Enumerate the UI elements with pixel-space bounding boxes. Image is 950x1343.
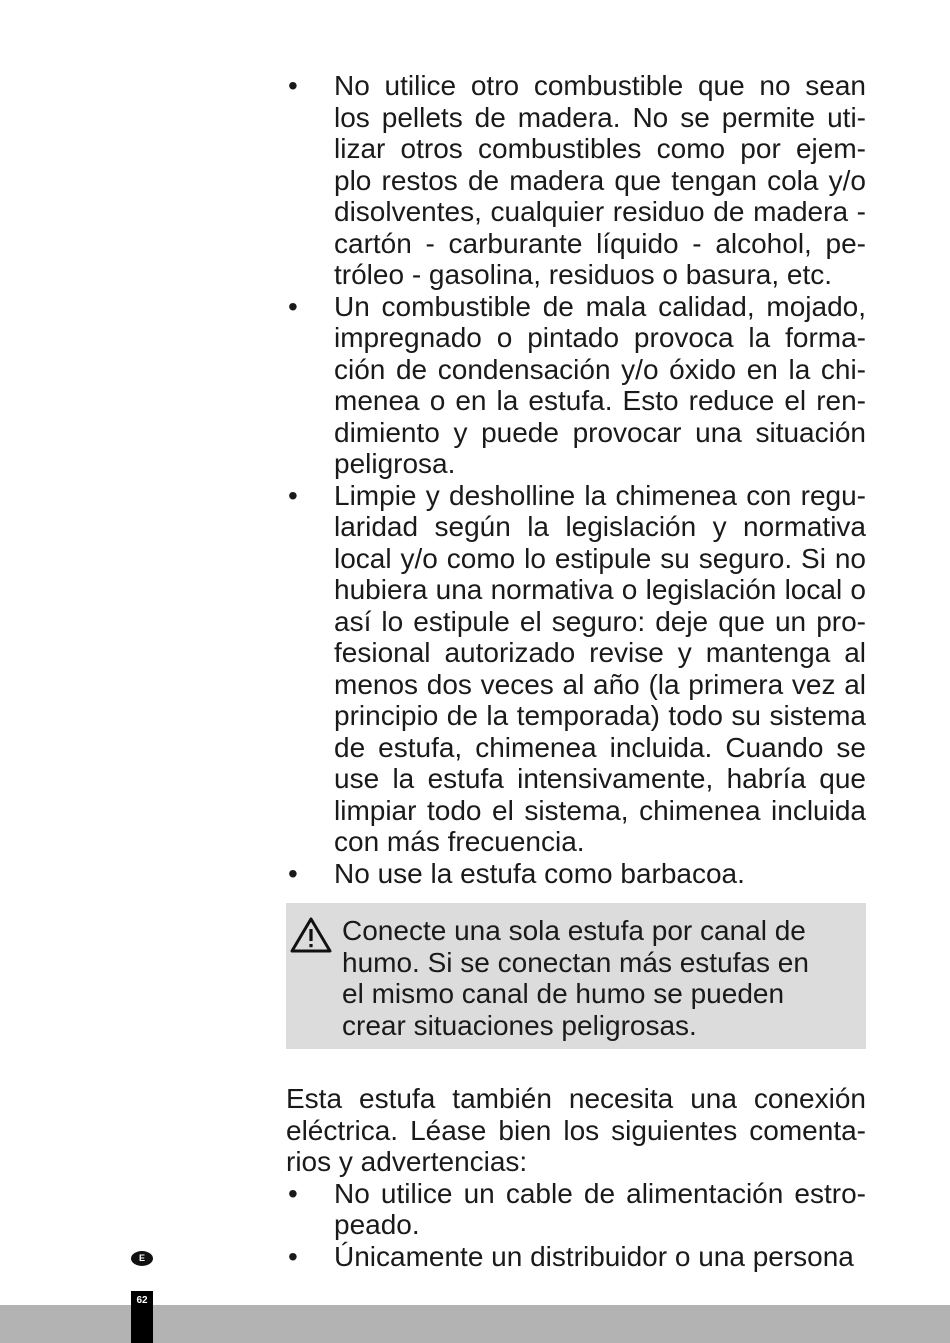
list-item: • No utilice un cable de alimentación estro-peado. xyxy=(286,1178,866,1241)
list-item: • No use la estufa como barbacoa. xyxy=(286,858,866,890)
electric-safety-list xyxy=(286,1178,866,1273)
language-badge: E xyxy=(131,1251,153,1266)
list-item: • No utilice otro combustible que no sean los pellets de madera. No se permite uti-lizar otros combustibles como por ejem-plo restos de madera que tengan cola y/o disolventes, cualquier residuo de madera - cartón - carburante líquido - alcohol, pe-tróleo - gasolina, residuos o basura, etc. xyxy=(286,70,866,291)
warning-text: Conecte una sola estufa por canal de humo. Si se conectan más estufas en el mismo canal de humo se pueden crear situaciones peligrosas. xyxy=(342,915,809,1041)
list-item: • Limpie y desholline la chimenea con regu-laridad según la legislación y normativa local y/o como lo estipule su seguro. Si no hubiera una normativa o legislación local o así lo estipule el seguro: deje que un pro-fesional autorizado revise y mantenga al menos dos veces al año (la primera vez al principio de la temporada) todo su sistema de estufa, chimenea incluida. Cuando se use la estufa intensivamente, habría que limpiar todo el sistema, chimenea incluida con más frecuencia. xyxy=(286,480,866,858)
page-number: 62 xyxy=(136,1295,148,1306)
list-item: • Únicamente un distribuidor o una persona xyxy=(286,1241,866,1273)
electric-connection-intro: Esta estufa también necesita una conexión eléctrica. Léase bien los siguientes comenta-rios y advertencias: xyxy=(286,1083,866,1177)
warning-triangle-icon xyxy=(290,917,332,953)
page-tab xyxy=(131,1291,153,1343)
list-item: • Un combustible de mala calidad, mojado, impregnado o pintado provoca la forma-ción de condensación y/o óxido en la chi-menea o en la estufa. Esto reduce el ren-dimiento y puede provocar una situación peligrosa. xyxy=(286,291,866,480)
main-text-column xyxy=(286,70,866,1272)
warning-box xyxy=(286,903,866,1049)
fuel-safety-list xyxy=(286,70,866,889)
